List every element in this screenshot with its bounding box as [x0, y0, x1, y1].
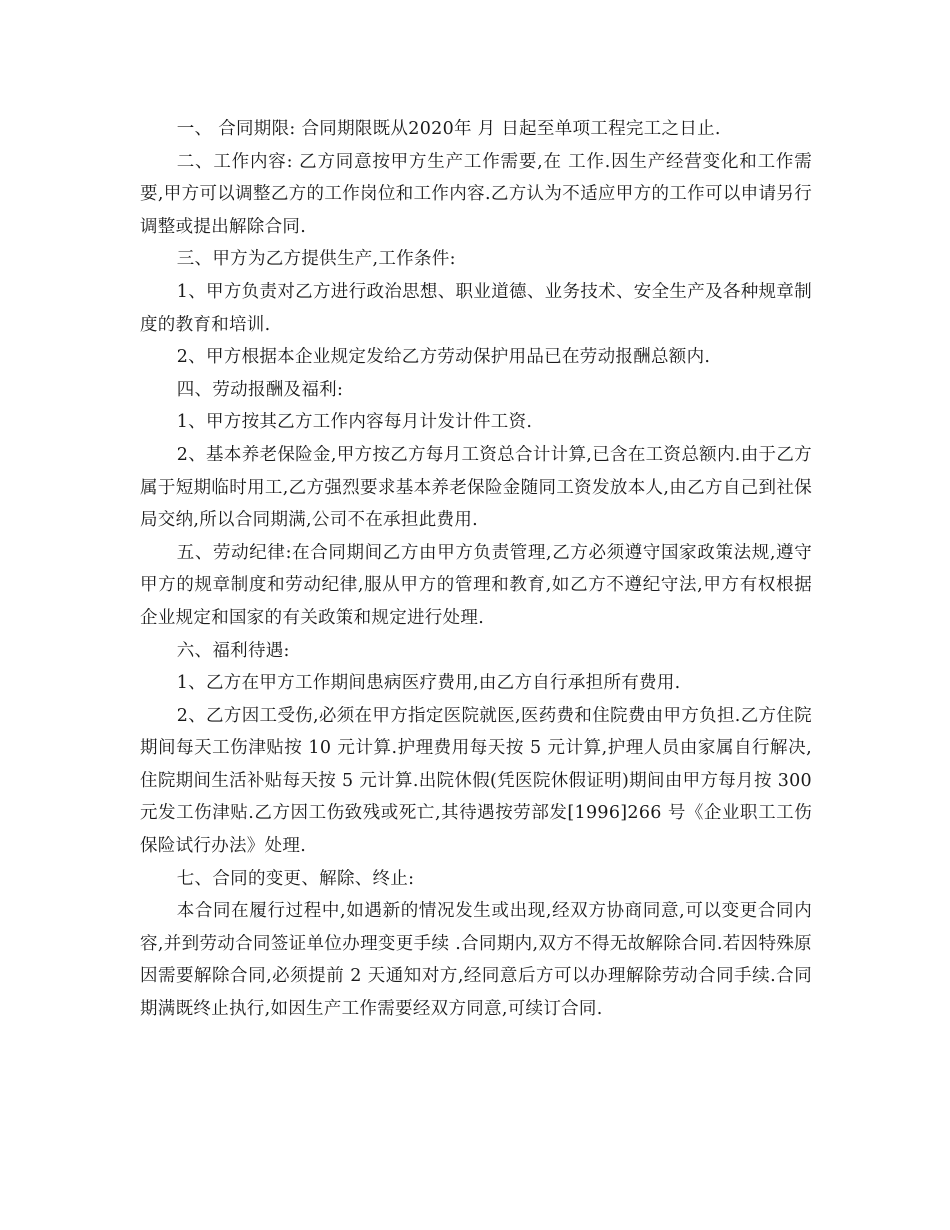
paragraph-welfare-heading: 六、福利待遇: — [176, 640, 290, 661]
paragraph-work-content: 二、工作内容: 乙方同意按甲方生产工作需要,在 工作.因生产经营变化和工作需要,甲方可以调整乙方的工作岗位和工作内容.乙方认为不适应甲方的工作可以申请另行调整或提出解除合同. — [140, 151, 812, 237]
paragraph-welfare-item-2: 2、乙方因工受伤,必须在甲方指定医院就医,医药费和住院费由甲方负担.乙方住院期间每天工伤津贴按 10 元计算.护理费用每天按 5 元计算,护理人员由家属自行解决,住院期间生活补贴每天按 5 元计算.出院休假(凭医院休假证明)期间由甲方每月按 300 元发工伤津贴.乙方因工伤致残或死亡,其待遇按劳部发[1996]266 号《企业职工工伤保险试行办法》处理. — [140, 705, 812, 857]
paragraph-change-termination-heading: 七、合同的变更、解除、终止: — [176, 868, 415, 889]
paragraph-remuneration-heading: 四、劳动报酬及福利: — [176, 379, 344, 400]
paragraph-term: 一、 合同期限: 合同期限既从2020年 月 日起至单项工程完工之日止. — [176, 119, 721, 139]
paragraph-work-conditions-heading: 三、甲方为乙方提供生产,工作条件: — [176, 249, 456, 270]
paragraph-labor-discipline: 五、劳动纪律:在合同期间乙方由甲方负责管理,乙方必须遵守国家政策法规,遵守甲方的规章制度和劳动纪律,服从甲方的管理和教育,如乙方不遵纪守法,甲方有权根据企业规定和国家的有关政策和规定进行处理. — [140, 542, 812, 628]
paragraph-conditions-item-2: 2、甲方根据本企业规定发给乙方劳动保护用品已在劳动报酬总额内. — [176, 347, 711, 368]
paragraph-remuneration-item-2: 2、基本养老保险金,甲方按乙方每月工资总合计计算,已含在工资总额内.由于乙方属于短期临时用工,乙方强烈要求基本养老保险金随同工资发放本人,由乙方自己到社保局交纳,所以合同期满,公司不在承担此费用. — [140, 444, 812, 531]
paragraph-remuneration-item-1: 1、甲方按其乙方工作内容每月计发计件工资. — [176, 412, 533, 433]
document-body — [140, 113, 812, 1026]
paragraph-welfare-item-1: 1、乙方在甲方工作期间患病医疗费用,由乙方自行承担所有费用. — [176, 673, 681, 694]
paragraph-change-termination-body: 本合同在履行过程中,如遇新的情况发生或出现,经双方协商同意,可以变更合同内容,并到劳动合同签证单位办理变更手续 .合同期内,双方不得无故解除合同.若因特殊原因需要解除合同,必须提前 2 天通知对方,经同意后方可以办理解除劳动合同手续.合同期满既终止执行,如因生产工作需要经双方同意,可续订合同. — [140, 901, 812, 1020]
paragraph-conditions-item-1: 1、甲方负责对乙方进行政治思想、职业道德、业务技术、安全生产及各种规章制度的教育和培训. — [140, 281, 812, 335]
